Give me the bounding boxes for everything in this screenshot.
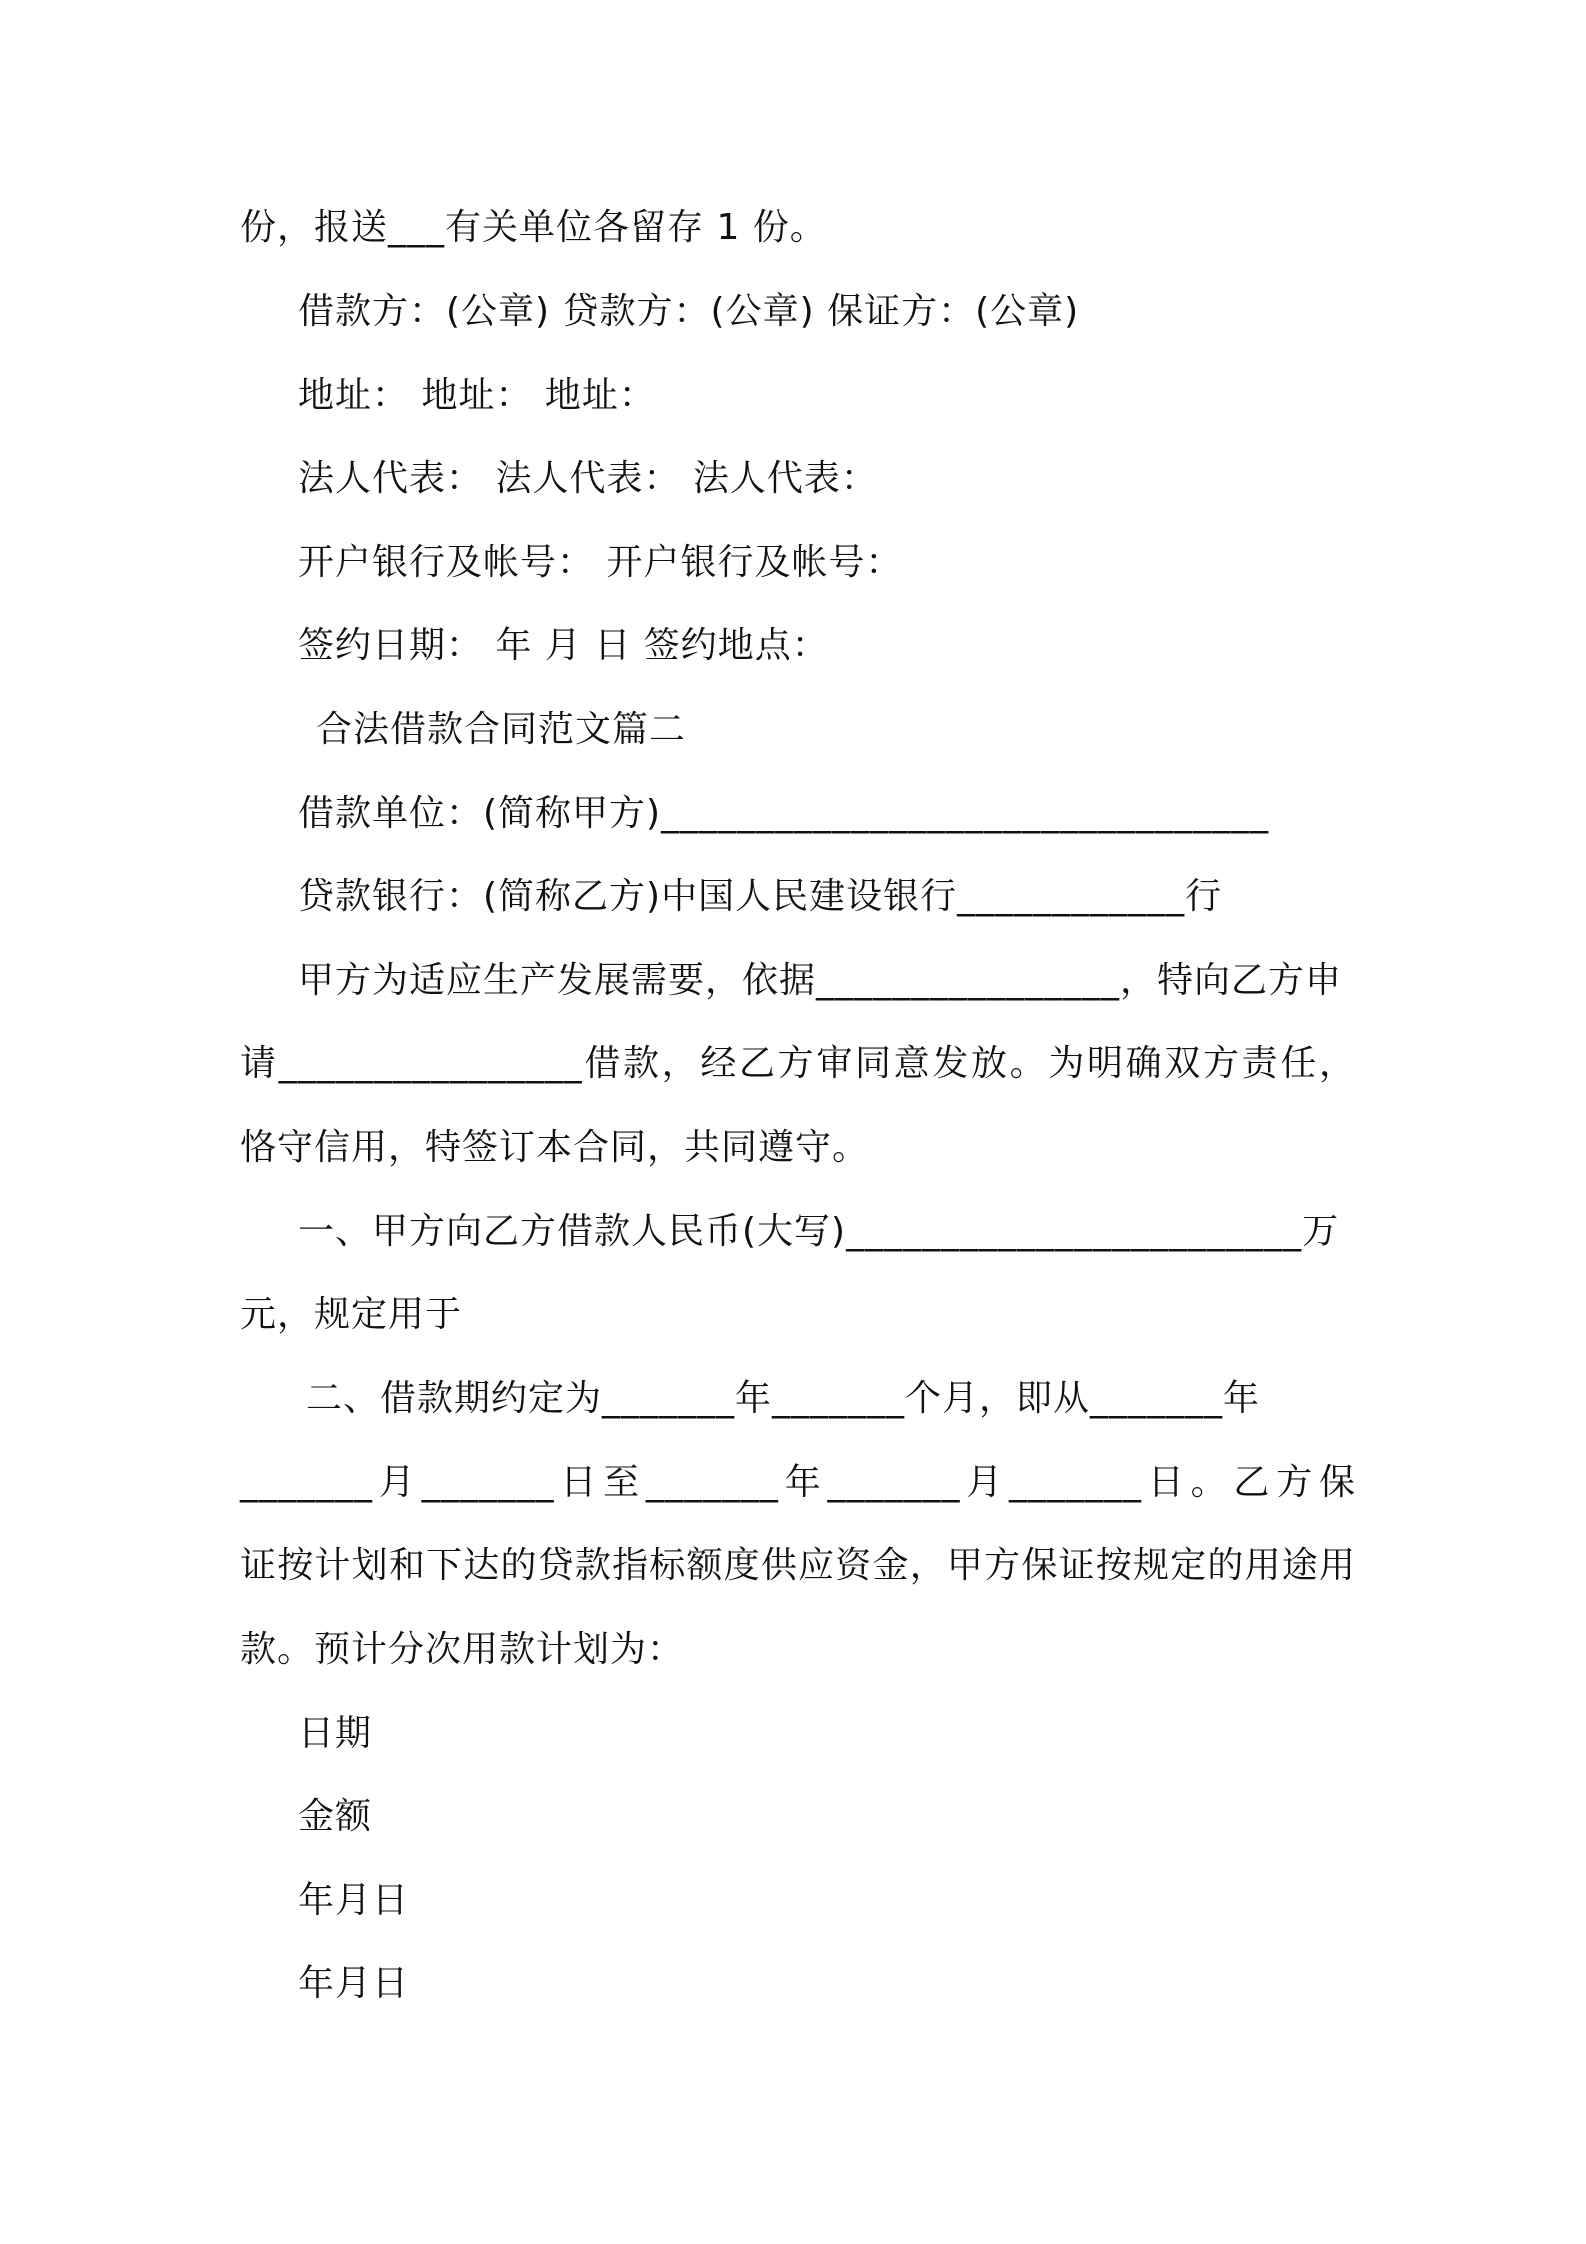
paragraph-line-intro-3: 恪守信用，特签订本合同，共同遵守。	[240, 1127, 870, 1168]
clause-two-line-1: 二、借款期约定为_______年_______个月，即从_______年	[306, 1378, 1261, 1419]
clause-two-line-3: 证按计划和下达的贷款指标额度供应资金，甲方保证按规定的用途用	[240, 1545, 1356, 1586]
paragraph-line-intro-1: 甲方为适应生产发展需要，依据________________，特向乙方申	[298, 960, 1343, 1001]
borrower-line: 借款单位：(简称甲方)________________________________	[298, 793, 1270, 834]
lender-bank-line: 贷款银行：(简称乙方)中国人民建设银行____________行	[298, 876, 1223, 917]
clause-one-line-1: 一、甲方向乙方借款人民币(大写)________________________万	[298, 1211, 1340, 1252]
plan-date-entry-1: 年月日	[298, 1880, 410, 1921]
paragraph-line-1: 份，报送___有关单位各留存 1 份。	[240, 207, 827, 248]
signature-parties-line: 借款方：(公章) 贷款方：(公章) 保证方：(公章)	[298, 291, 1080, 332]
address-line: 地址： 地址： 地址：	[298, 375, 656, 416]
plan-amount-label: 金额	[298, 1796, 373, 1837]
signing-date-line: 签约日期： 年 月 日 签约地点：	[298, 625, 829, 666]
paragraph-line-intro-2: 请________________借款，经乙方审同意发放。为明确双方责任，	[240, 1043, 1356, 1084]
bank-account-line: 开户银行及帐号： 开户银行及帐号：	[298, 542, 903, 583]
clause-two-line-2: _______月_______日至_______年_______月_______日。乙方保	[240, 1462, 1356, 1503]
plan-date-entry-2: 年月日	[298, 1963, 410, 2004]
section-title: 合法借款合同范文篇二	[316, 709, 687, 750]
clause-two-line-4: 款。预计分次用款计划为：	[240, 1629, 685, 1670]
legal-representative-line: 法人代表： 法人代表： 法人代表：	[298, 458, 878, 499]
plan-date-label: 日期	[298, 1713, 373, 1754]
clause-one-line-2: 元，规定用于	[240, 1294, 463, 1335]
